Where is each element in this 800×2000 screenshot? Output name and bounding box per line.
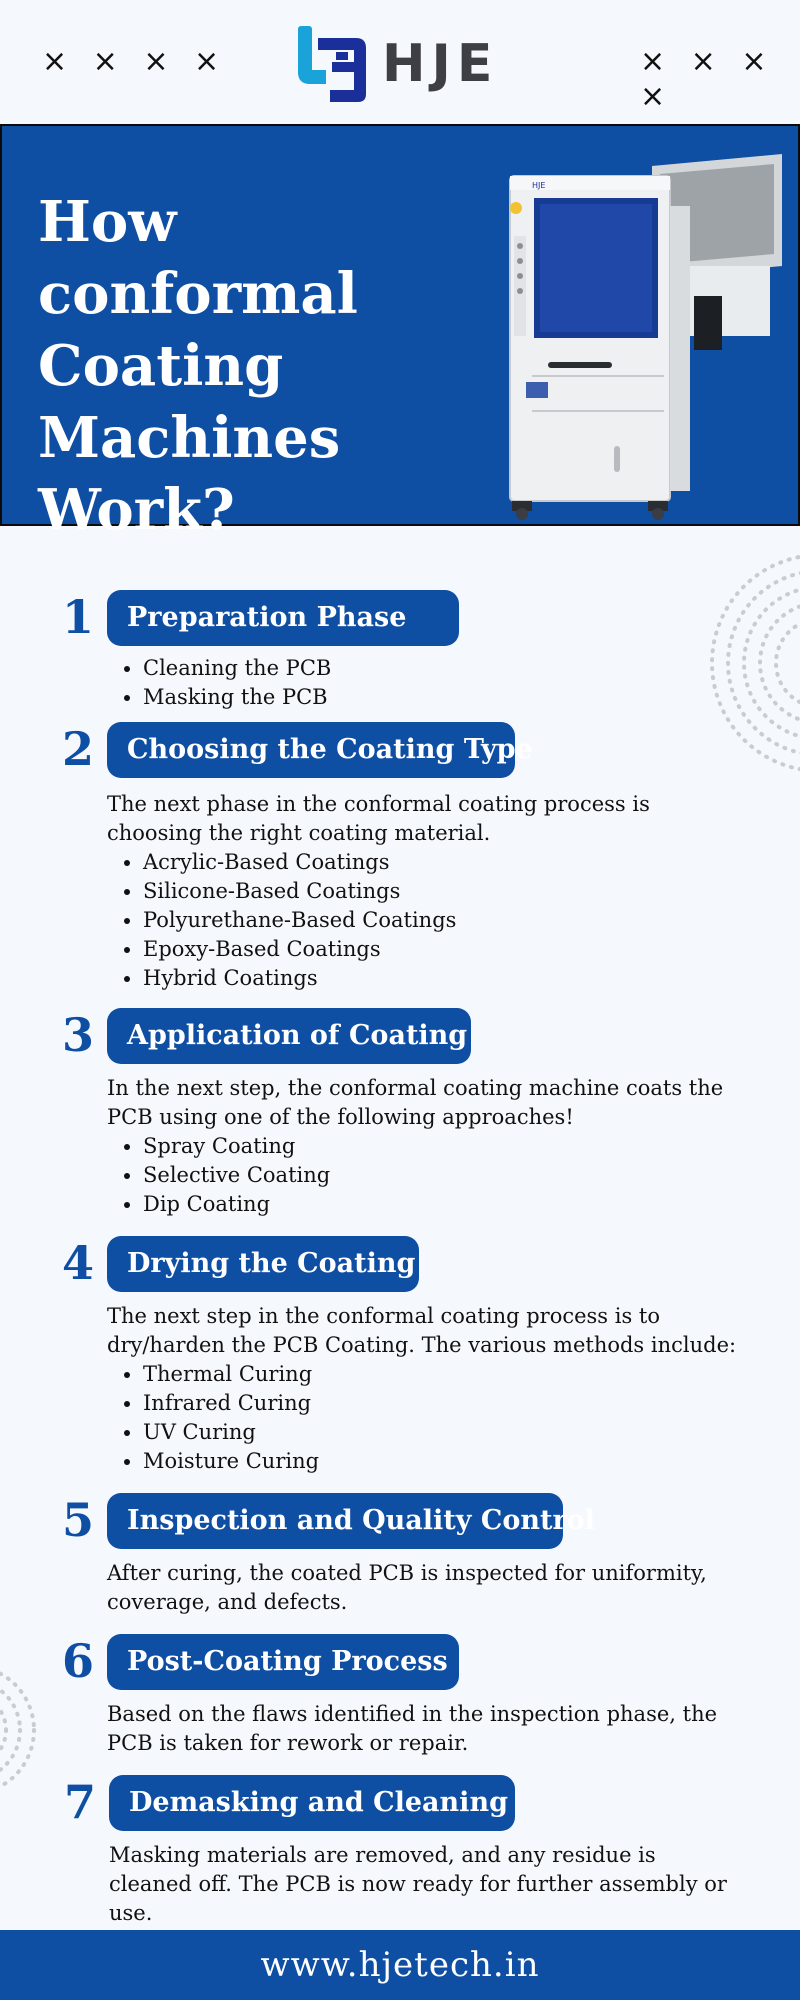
step-description: In the next step, the conformal coating machine coats the PCB using one of the following approaches!: [107, 1076, 724, 1129]
step-title: Drying the Coating: [107, 1236, 419, 1292]
logo[interactable]: [296, 24, 498, 104]
step-title: Inspection and Quality Control: [107, 1493, 563, 1549]
decorative-dot-pattern-right: [700, 548, 800, 778]
step-number: 5: [61, 1493, 94, 1547]
list-item: • UV Curing: [143, 1418, 319, 1447]
page-header: [0, 0, 800, 124]
step-title: Preparation Phase: [107, 590, 459, 646]
list-item: • Polyurethane-Based Coatings: [143, 906, 456, 935]
list-item: • Silicone-Based Coatings: [143, 877, 456, 906]
step-description: After curing, the coated PCB is inspected for uniformity, coverage, and defects.: [107, 1561, 707, 1614]
step-description: Masking materials are removed, and any residue is cleaned off. The PCB is now ready for further assembly or use.: [109, 1843, 727, 1925]
step-description: Based on the flaws identified in the inspection phase, the PCB is taken for rework or repair.: [107, 1702, 718, 1755]
step-item-list: [107, 1360, 319, 1476]
svg-text:HJE: HJE: [532, 181, 546, 190]
list-item: • Selective Coating: [143, 1161, 330, 1190]
step-number: 2: [61, 722, 94, 776]
step-description: The next phase in the conformal coating process is choosing the right coating material.: [107, 792, 650, 845]
list-item: • Hybrid Coatings: [143, 964, 456, 993]
website-link[interactable]: www.hjetech.in: [0, 1930, 800, 2000]
list-item: • Thermal Curing: [143, 1360, 319, 1389]
logo-text: HJE: [382, 34, 499, 94]
hje-logo-icon: [296, 24, 368, 104]
list-item: • Acrylic-Based Coatings: [143, 848, 456, 877]
list-item: • Infrared Curing: [143, 1389, 319, 1418]
step-item-list: [107, 1132, 330, 1219]
list-item: • Masking the PCB: [143, 683, 331, 712]
list-item: • Epoxy-Based Coatings: [143, 935, 456, 964]
decorative-dot-pattern-left: [0, 1660, 40, 1800]
step-number: 6: [61, 1634, 94, 1688]
step-title: Choosing the Coating Type: [107, 722, 515, 778]
hero-banner: [0, 124, 800, 543]
step-title: Post-Coating Process: [107, 1634, 459, 1690]
hero-title: How conformal Coating Machines Work?: [38, 189, 358, 543]
step-number: 1: [61, 590, 94, 644]
decorative-crosses-left: × × × ×: [42, 44, 228, 79]
step-title: Demasking and Cleaning: [109, 1775, 515, 1831]
decorative-crosses-right: × × × ×: [640, 44, 775, 114]
list-item: • Spray Coating: [143, 1132, 330, 1161]
list-item: • Dip Coating: [143, 1190, 330, 1219]
step-number: 7: [63, 1775, 96, 1829]
step-item-list: [107, 848, 456, 993]
step-item-list: [107, 654, 331, 712]
step-number: 3: [61, 1008, 94, 1062]
step-description: The next step in the conformal coating process is to dry/harden the PCB Coating. The various methods include:: [107, 1304, 737, 1357]
step-number: 4: [61, 1236, 94, 1290]
list-item: • Moisture Curing: [143, 1447, 319, 1476]
step-title: Application of Coating: [107, 1008, 471, 1064]
list-item: • Cleaning the PCB: [143, 654, 331, 683]
coating-machine-image: [492, 146, 792, 521]
